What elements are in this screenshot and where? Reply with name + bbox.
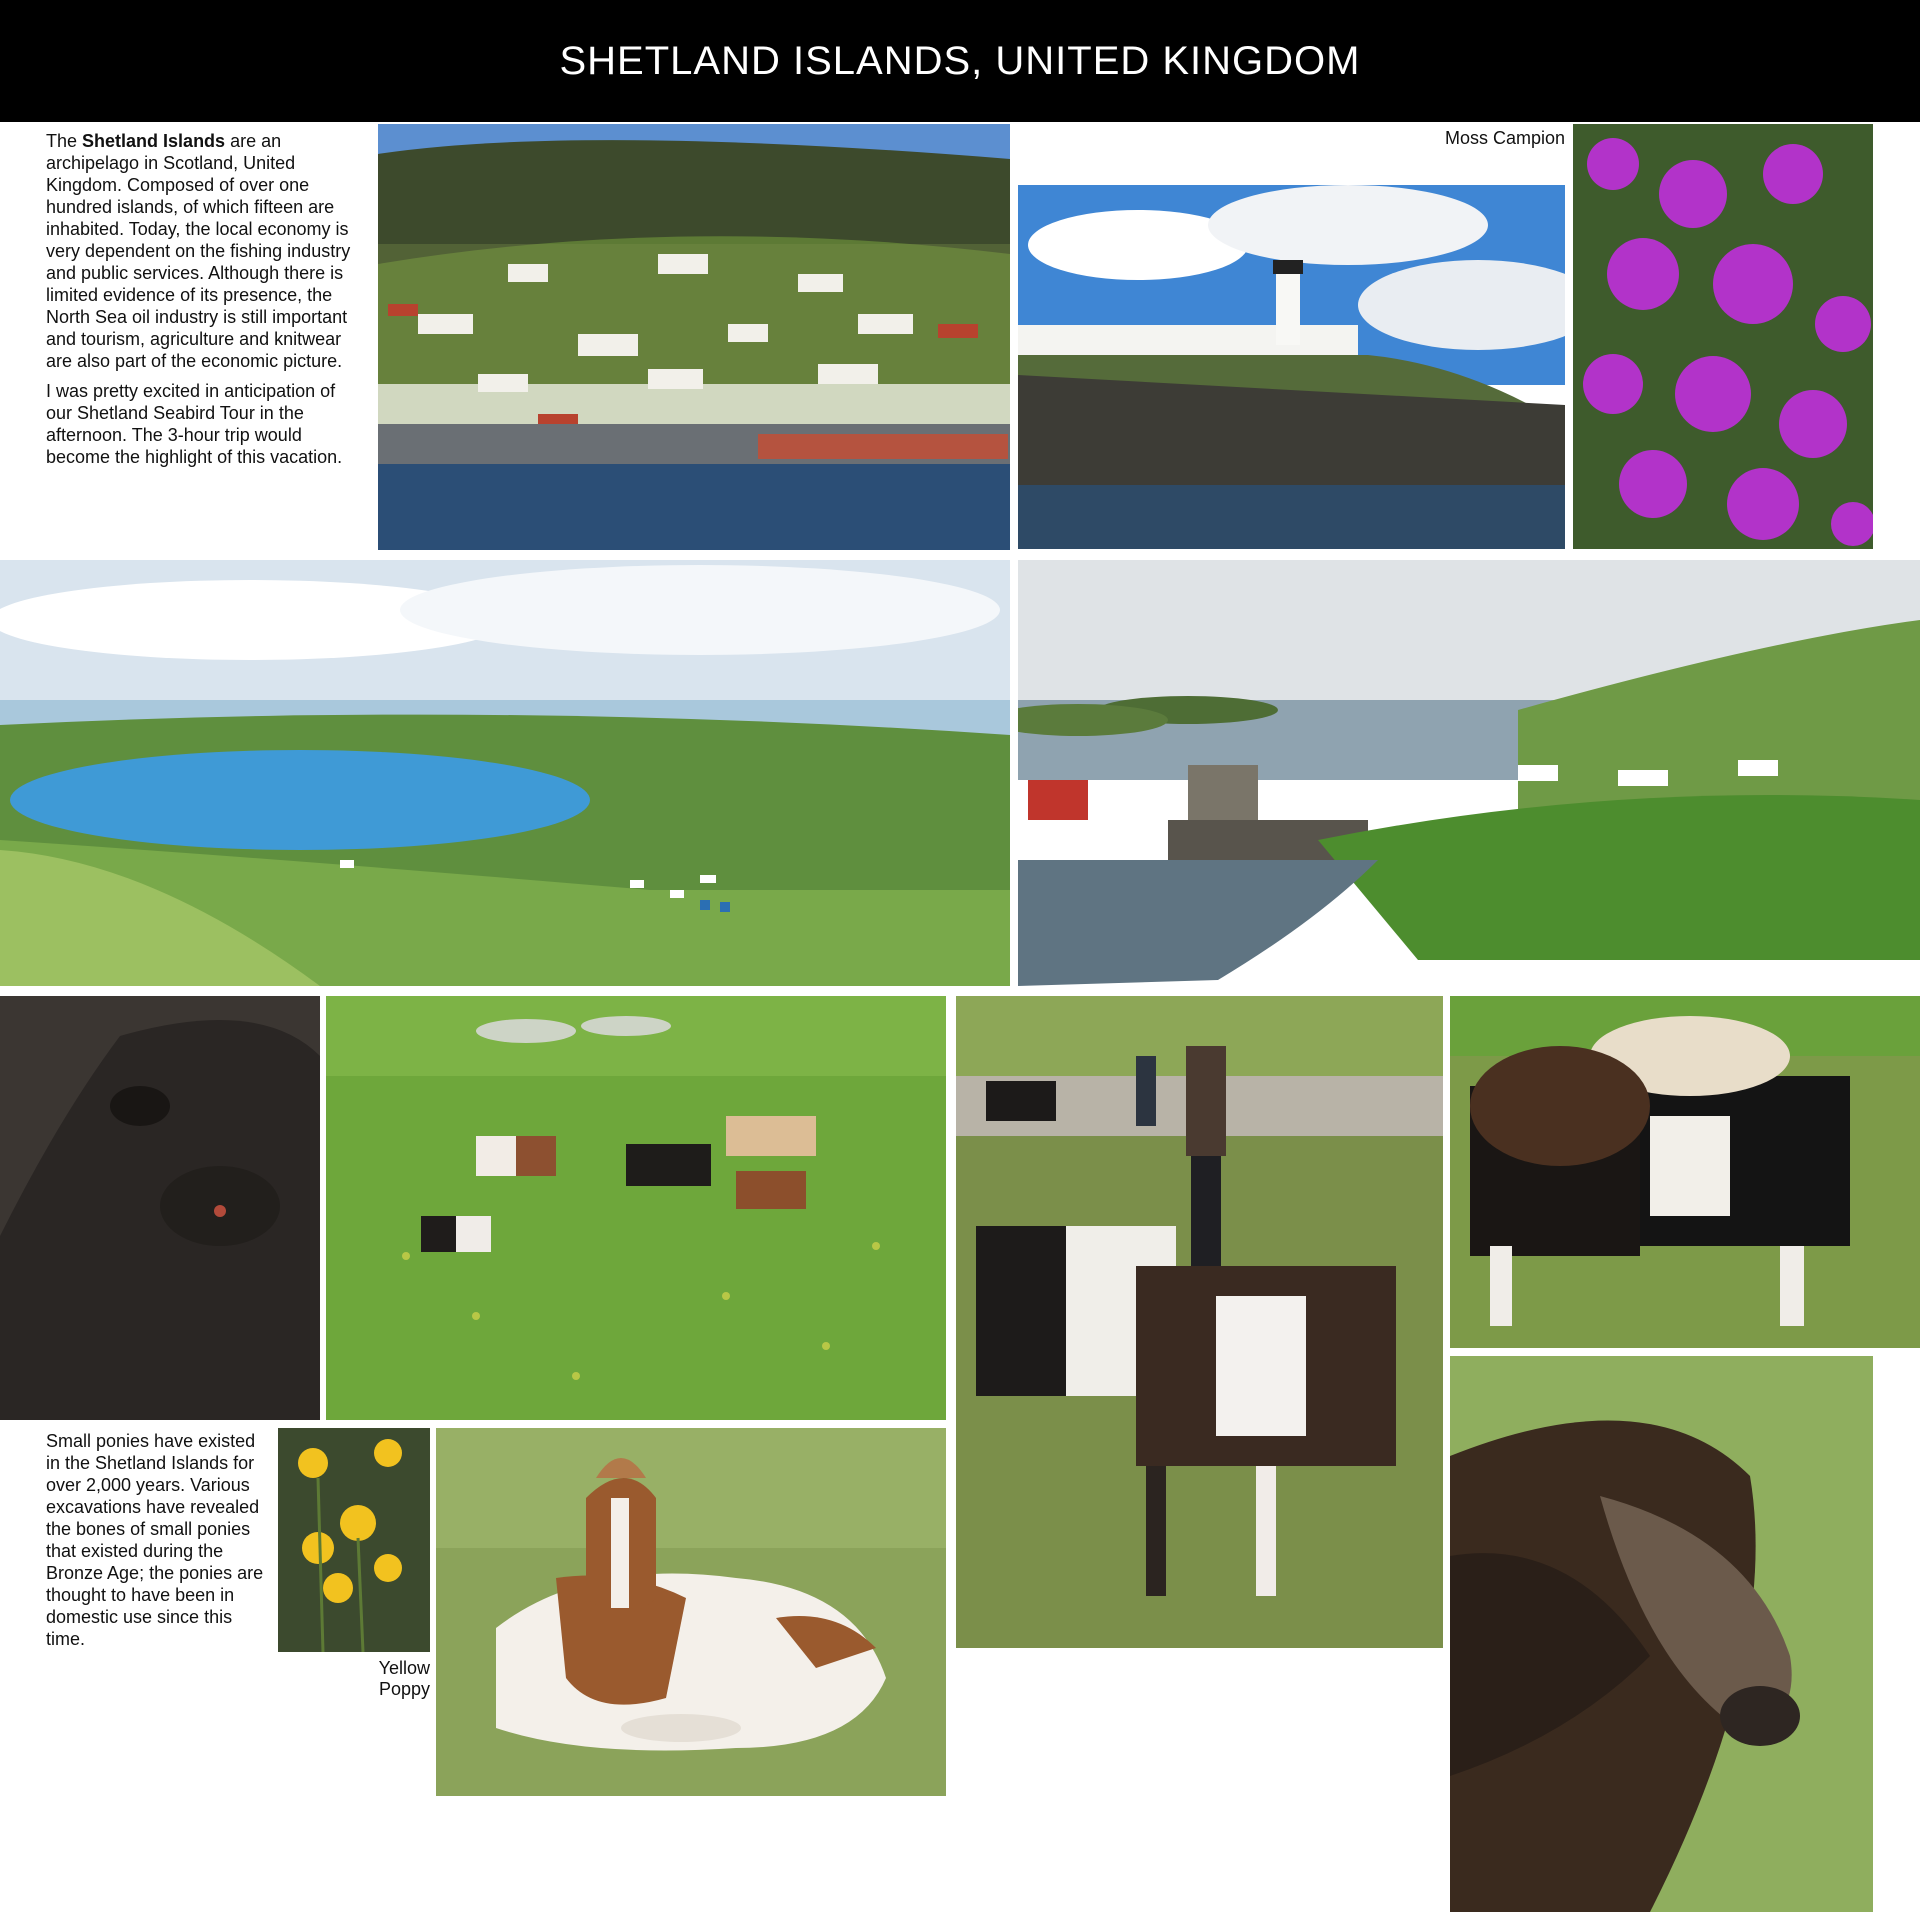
photo-pony-shaggy-mane <box>1450 1356 1873 1912</box>
title-banner <box>0 0 1920 122</box>
photo-town-hillside <box>378 124 1010 550</box>
photo-herd-grazing <box>326 996 946 1420</box>
ponies-text: Small ponies have existed in the Shetland Islands for over 2,000 years. Various excavations have revealed the bones of small ponies that existed during the Bronze Age; the ponies are thought to have been in domestic use since this time. <box>46 1431 264 1649</box>
photo-lighthouse <box>1018 185 1565 549</box>
intro-bold-term: Shetland Islands <box>82 131 226 151</box>
photo-harbour-castle <box>1018 560 1920 986</box>
intro-paragraph-1: The Shetland Islands are an archipelago in Scotland, United Kingdom. Composed of over one hundred islands, of which fifteen are inhabited. Today, the local economy is very dependent on the fishing industry and public services. Although there is limited evidence of its presence, the North Sea oil industry is still important and tourism, agriculture and knitwear are also part of the economic picture. <box>46 131 351 371</box>
photo-moss-campion <box>1573 124 1873 549</box>
photo-two-ponies <box>1450 996 1920 1348</box>
page-title: SHETLAND ISLANDS, UNITED KINGDOM <box>559 38 1361 83</box>
photo-yellow-poppy <box>278 1428 430 1652</box>
photo-coastal-panorama <box>0 560 1010 986</box>
caption-yellow-poppy: Yellow Poppy <box>378 1658 430 1699</box>
intro-text <box>46 130 366 476</box>
photo-pony-nose-closeup <box>0 996 320 1420</box>
caption-moss-campion: Moss Campion <box>1444 128 1565 148</box>
intro-paragraph-2: I was pretty excited in anticipation of our Shetland Seabird Tour in the afternoon. The 3-hour trip would become the highlight of this vacation. <box>46 381 343 467</box>
photo-people-with-ponies <box>956 996 1443 1648</box>
photo-foal-resting <box>436 1428 946 1796</box>
